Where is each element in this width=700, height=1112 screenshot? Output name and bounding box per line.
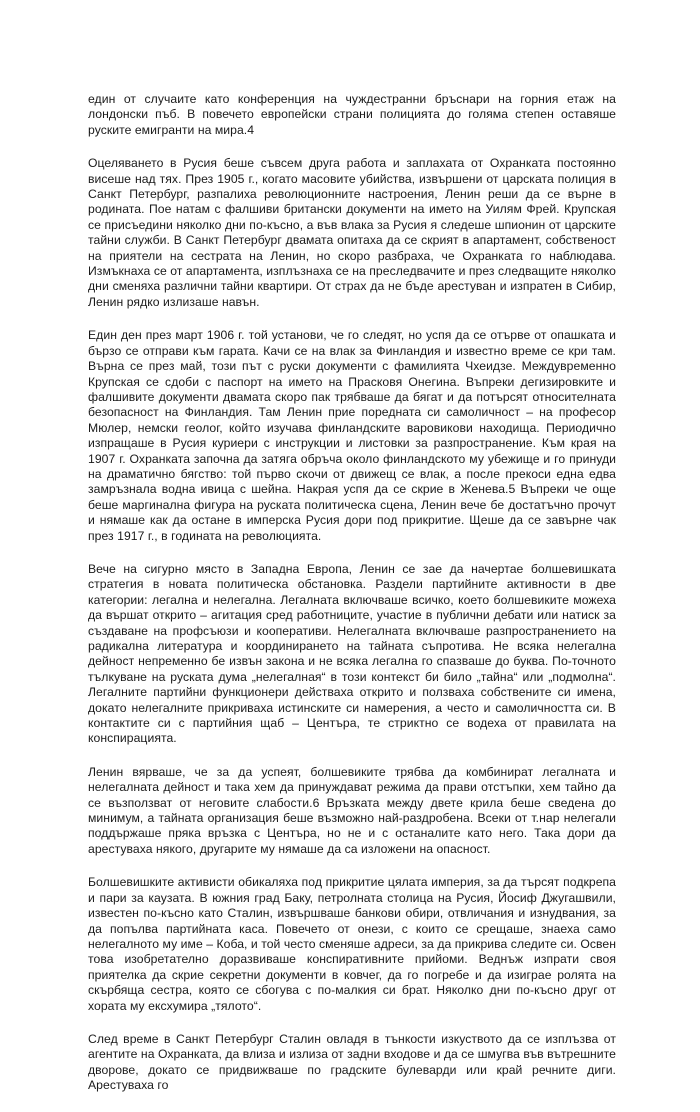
text-column <box>88 92 616 1112</box>
paragraph-3: Един ден през март 1906 г. той установи, че го следят, но успя да се отърве от опашката и бързо се отправи към гарата. Качи се на влак за Финландия и известно време се кри там. Върна се през май, този път с руски документи с фамилията Чхеидзе. Междувременно Крупская се сдоби с паспорт на името на Прасковя Онегина. Въпреки дегизировките и фалшивите документи двамата скоро пак трябваше да бягат и да потърсят относителната безопасност на Финландия. Там Ленин прие поредната си самоличност – на професор Мюлер, немски геолог, който изучава финландските варовикови находища. Периодично изпращаше в Русия куриери с инструкции и листовки за разпространение. Към края на 1907 г. Охранката започна да затяга обръча около финландското му убежище и го принуди на драматично бягство: той първо скочи от движещ се влак, а после прекоси една едва замръзнала водна ивица с шейна. Накрая успя да се скрие в Женева.5 Въпреки че още беше маргинална фигура на руската политическа сцена, Ленин вече бе достатъчно прочут и нямаше как да остане в имперска Русия дори под прикритие. Щеше да се завърне чак през 1917 г., в годината на революцията. <box>88 328 616 543</box>
paragraph-1: един от случаите като конференция на чуждестранни бръснари на горния етаж на лондонски пъб. В повечето европейски страни полицията до голяма степен оставяше руските емигранти на мира.4 <box>88 92 616 137</box>
paragraph-2: Оцеляването в Русия беше съвсем друга работа и заплахата от Охранката постоянно висеше над тях. През 1905 г., когато масовите убийства, извършени от царската полиция в Санкт Петербург, разпалиха революционните настроения, Ленин реши да се върне в родината. Пое натам с фалшиви британски документи на името на Уилям Фрей. Крупская се присъедини няколко дни по-късно, а във влака за Русия я следеше шпионин от царските тайни служби. В Санкт Петербург двамата опитаха да се скрият в апартамент, собственост на приятели на сестрата на Ленин, но скоро разбраха, че Охранката го наблюдава. Измъкнаха се от апартамента, изплъзнаха се на преследвачите и през следващите няколко дни сменяха различни тайни квартири. От страх да не бъде арестуван и изпратен в Сибир, Ленин рядко излизаше навън. <box>88 156 616 309</box>
paragraph-4: Вече на сигурно място в Западна Европа, Ленин се зае да начертае болшевишката стратегия в новата политическа обстановка. Раздели партийните активности в две категории: легална и нелегална. Легалната включваше всичко, което болшевиките можеха да вършат открито – агитация сред работниците, участие в публични дебати или натиск за създаване на профсъюзи и кооперативи. Нелегалната включваше разпространението на радикална литература и координирането на тайната съпротива. Не всяка нелегална дейност непременно бе извън закона и не всяка легална го спазваше до буква. По-точното тълкуване на руската дума „нелегалная“ в този контекст би било „тайна“ или „подмолна“. Легалните партийни функционери действаха открито и ползваха собствените си имена, докато нелегалните прикриваха истинските си намерения, а често и самоличността си. В контактите си с партийния щаб – Центъра, те стриктно се водеха от правилата на конспирацията. <box>88 561 616 746</box>
paragraph-6: Болшевишките активисти обикаляха под прикритие цялата империя, за да търсят подкрепа и пари за каузата. В южния град Баку, петролната столица на Русия, Йосиф Джугашвили, известен по-късно като Сталин, извършваше банкови обири, отвличания и изнудвания, за да попълва партийната каса. Повечето от онези, с които се срещаше, знаеха само нелегалното му име – Коба, и той често сменяше адреси, за да прикрива следите си. Освен това изобретателно доразвиваше конспиративните прийоми. Веднъж изпрати своя приятелка да скрие секретни документи в ковчег, да го погребе и да изиграе ролята на скърбяща сестра, която се сбогува с по-малкия си брат. Няколко дни по-късно друг от хората му ексхумира „тялото“. <box>88 875 616 1013</box>
paragraph-7: След време в Санкт Петербург Сталин овладя в тънкости изкуството да се изплъзва от агентите на Охранката, да влиза и излиза от задни входове и да се шмугва във вътрешните дворове, докато се придвижваше по градските булеварди или край речните диги. Арестуваха го <box>88 1031 616 1093</box>
paragraph-5: Ленин вярваше, че за да успеят, болшевиките трябва да комбинират легалната и нелегалната дейност и така хем да принуждават режима да прави отстъпки, хем тайно да се възползват от неговите слабости.6 Връзката между двете крила беше сведена до минимум, а тайната организация беше възможно най-раздробена. Всеки от т.нар нелегали поддържаше пряка връзка с Центъра, но не и с останалите като него. Така дори да арестуваха някого, другарите му нямаше да са изложени на опасност. <box>88 764 616 856</box>
